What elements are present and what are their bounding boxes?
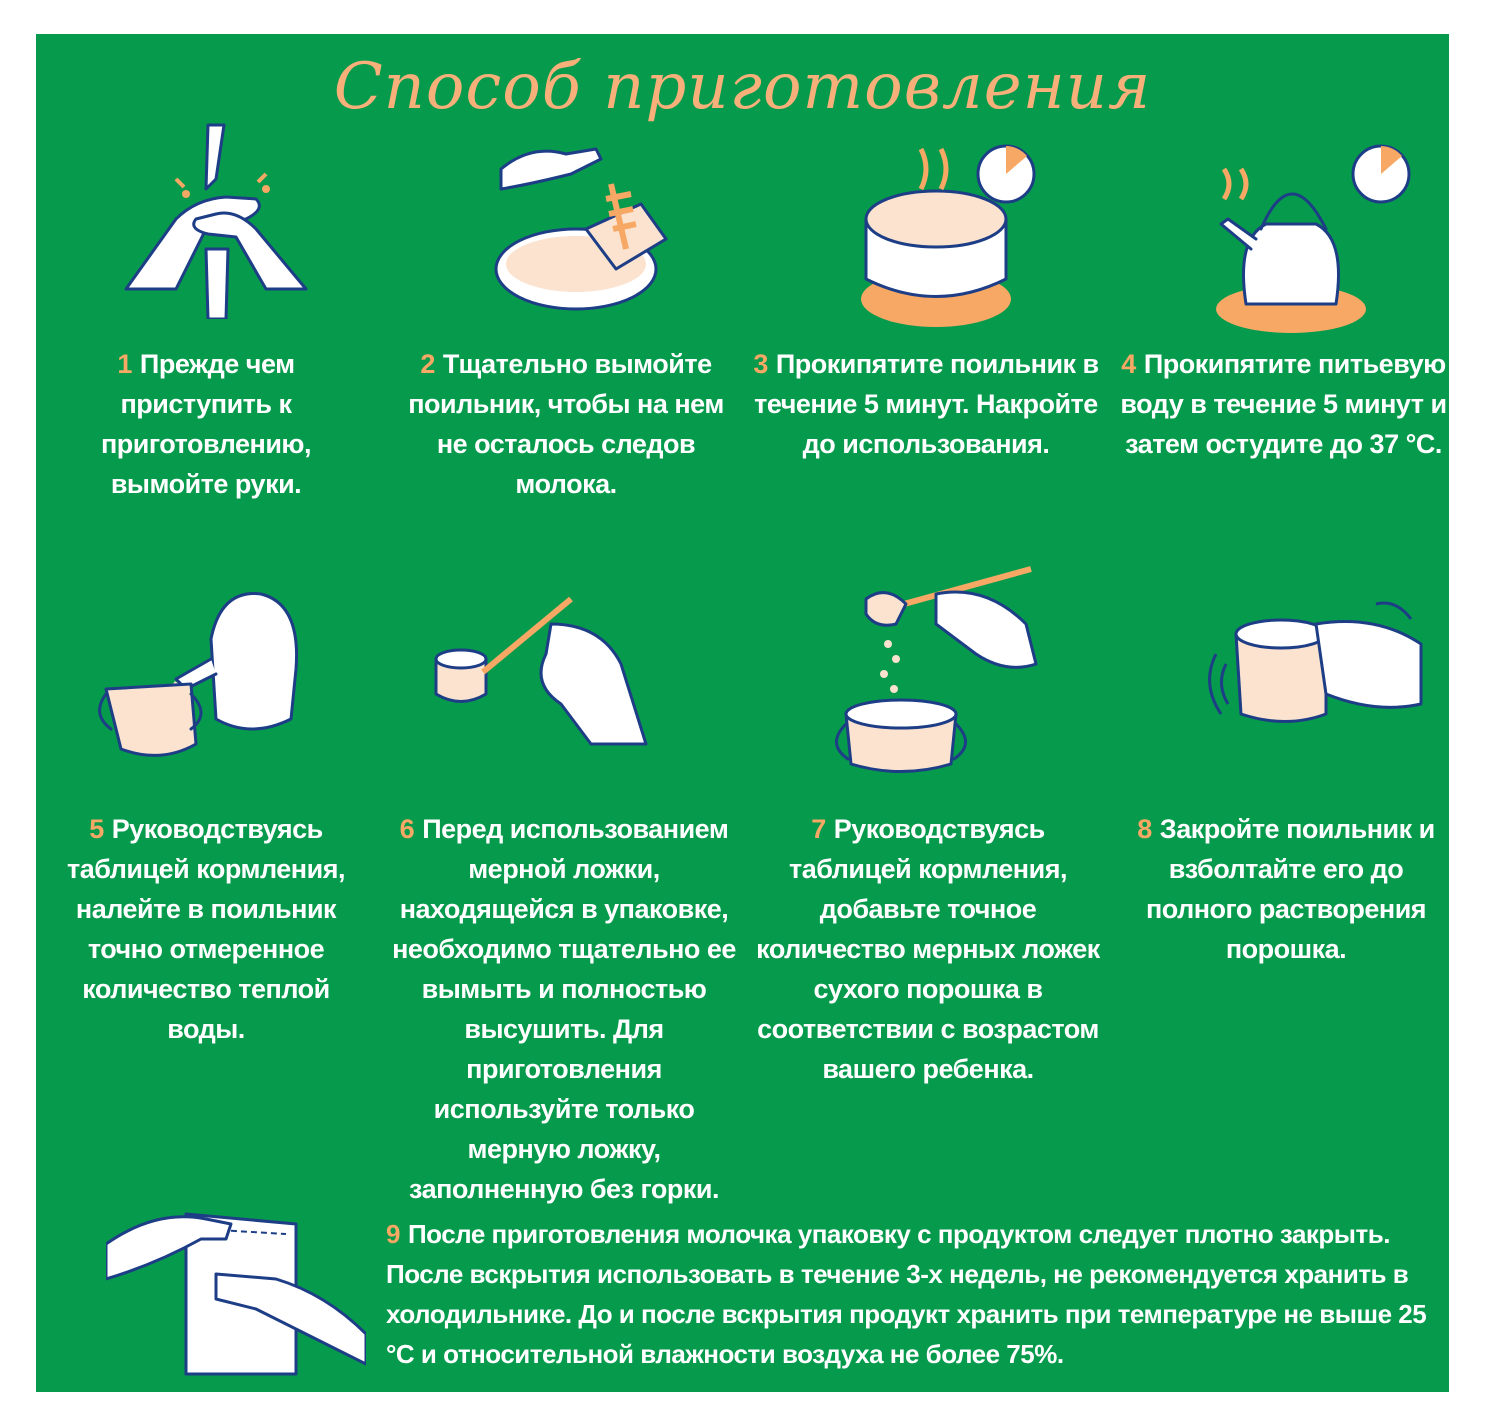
washing-cup-icon	[491, 129, 691, 329]
measuring-spoon-icon	[421, 584, 651, 764]
step-8-text: 8 Закройте поильник и взболтайте его до полного растворения порошка.	[1137, 814, 1435, 964]
step-2-text: 2 Тщательно вымойте поильник, чтобы на нем не осталось следов молока.	[408, 349, 724, 499]
step-4-text: 4 Прокипятите питьевую воду в течение 5 минут и затем остудите до 37 °С.	[1120, 349, 1447, 459]
page-title: Способ приготовления	[333, 50, 1152, 124]
step-1-text: 1 Прежде чем приступить к приготовлению, вымойте руки.	[101, 349, 311, 499]
step-7-number: 7	[811, 814, 826, 844]
closing-package-icon	[106, 1204, 366, 1384]
boiling-kettle-icon	[1206, 139, 1416, 339]
step-6-number: 6	[399, 814, 415, 844]
step-6-text: 6 Перед использованием мерной ложки, находящейся в упаковке, необходимо тщательно ее вымыть и полностью высушить. Для приготовления используйте только мерную ложку, заполненную без горки.	[392, 814, 736, 1204]
step-9-text: 9 После приготовления молочка упаковку с продуктом следует плотно закрыть. После вскрытия использовать в течение 3-х недель, не рекомендуется хранить в холодильнике. До и после вскрытия продукт хранить при температуре не выше 25 °С и относительной влажности воздуха не более 75%.	[386, 1219, 1427, 1369]
washing-hands-icon	[116, 119, 316, 319]
step-8-number: 8	[1137, 814, 1152, 844]
shaking-cup-icon	[1196, 594, 1426, 754]
instructions-panel	[36, 34, 1449, 1392]
step-5-number: 5	[89, 814, 104, 844]
step-7-text: 7 Руководствуясь таблицей кормления, добавьте точное количество мерных ложек сухого порошка в соответствии с возрастом вашего ребенка.	[756, 814, 1100, 1084]
step-4-number: 4	[1121, 349, 1136, 379]
adding-powder-icon	[826, 564, 1056, 774]
step-1-number: 1	[117, 349, 132, 379]
pouring-water-icon	[91, 579, 321, 769]
step-3-number: 3	[753, 349, 768, 379]
step-3-text: 3 Прокипятите поильник в течение 5 минут. Накройте до использования.	[753, 349, 1099, 459]
step-5-text: 5 Руководствуясь таблицей кормления, налейте в поильник точно отмеренное количество теплой воды.	[67, 814, 345, 1044]
step-2-number: 2	[420, 349, 435, 379]
step-9-number: 9	[386, 1219, 400, 1249]
boiling-pot-icon	[841, 139, 1041, 339]
